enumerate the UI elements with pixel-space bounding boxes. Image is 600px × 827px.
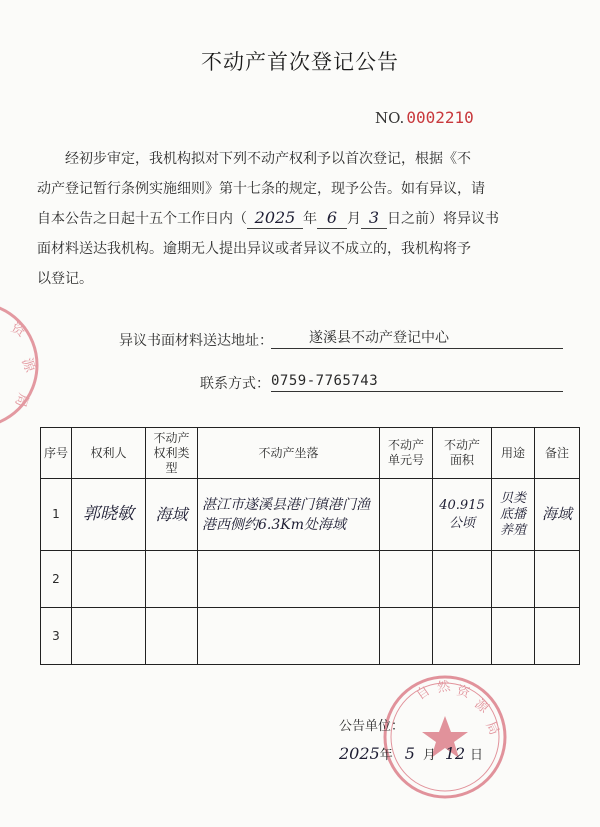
left-seal-stamp [0, 300, 60, 430]
cell-location [198, 551, 380, 608]
header-area: 不动产面积 [433, 428, 492, 479]
cell-usage [492, 608, 535, 665]
body-line-3: 自本公告之日起十五个工作日内（ 2025 年 6 月 3 日之前）将异议书 [37, 208, 499, 227]
cell-unit-no [380, 479, 433, 551]
cell-index: 1 [41, 479, 72, 551]
svg-text:局: 局 [482, 719, 502, 738]
contact-label: 联系方式： [200, 376, 270, 392]
cell-index: 2 [41, 551, 72, 608]
cell-right-type: 海域 [146, 479, 198, 551]
cell-right-type [146, 551, 198, 608]
svg-text:资: 资 [8, 319, 29, 341]
svg-text:自: 自 [413, 683, 433, 704]
cell-location: 湛江市遂溪县港门镇港门渔港西侧约6.3Km处海域 [198, 479, 380, 551]
header-index: 序号 [41, 428, 72, 479]
sign-year: 2025 [339, 744, 380, 763]
svg-text:源: 源 [471, 696, 492, 717]
header-holder: 权利人 [72, 428, 146, 479]
deadline-day: 3 [361, 208, 387, 229]
address-label: 异议书面材料送达地址： [119, 333, 273, 349]
table-row [41, 551, 580, 608]
cell-holder [72, 551, 146, 608]
cell-note [535, 608, 580, 665]
body-line-1: 经初步审定，我机构拟对下列不动产权利予以首次登记，根据《不 [65, 151, 471, 167]
deadline-month: 6 [317, 208, 347, 229]
header-usage: 用途 [492, 428, 535, 479]
cell-index: 3 [41, 608, 72, 665]
header-right-type: 不动产权利类型 [146, 428, 198, 479]
registration-table [40, 427, 580, 665]
cell-area: 40.915公顷 [433, 479, 492, 551]
contact-value: 0759-7765743 [271, 371, 563, 392]
cell-usage: 贝类底播养殖 [492, 479, 535, 551]
svg-text:局: 局 [11, 390, 32, 410]
cell-right-type [146, 608, 198, 665]
serial-number [375, 108, 474, 127]
cell-unit-no [380, 608, 433, 665]
cell-location [198, 608, 380, 665]
cell-note: 海域 [535, 479, 580, 551]
header-location: 不动产坐落 [198, 428, 380, 479]
address-value: 遂溪县不动产登记中心 [271, 328, 563, 349]
page-title: 不动产首次登记公告 [201, 50, 399, 74]
cell-holder [72, 608, 146, 665]
official-seal-stamp [380, 672, 510, 802]
notice-body [37, 144, 577, 294]
cell-holder: 郭晓敏 [72, 479, 146, 551]
announcing-unit-label: 公告单位： [339, 719, 405, 734]
table-row [41, 608, 580, 665]
header-unit-no: 不动产单元号 [380, 428, 433, 479]
cell-area [433, 608, 492, 665]
table-row [41, 479, 580, 551]
svg-text:然: 然 [436, 678, 452, 696]
serial-value: 0002210 [406, 108, 474, 127]
cell-unit-no [380, 551, 433, 608]
cell-note [535, 551, 580, 608]
svg-text:源: 源 [18, 355, 39, 375]
body-line-5: 以登记。 [37, 271, 93, 287]
cell-usage [492, 551, 535, 608]
svg-text:资: 资 [454, 683, 472, 702]
table-header-row [41, 428, 580, 479]
announcement-date: 2025年 5 月 12 日 [339, 744, 484, 763]
deadline-year: 2025 [247, 208, 303, 229]
sign-day: 12 [444, 744, 466, 763]
body-line-2: 动产登记暂行条例实施细则》第十七条的规定，现予公告。如有异议，请 [37, 181, 485, 197]
cell-area [433, 551, 492, 608]
sign-month: 5 [404, 744, 415, 763]
body-line-4: 面材料送达我机构。逾期无人提出异议或者异议不成立的，我机构将予 [37, 241, 471, 257]
serial-prefix: NO. [375, 109, 405, 127]
header-note: 备注 [535, 428, 580, 479]
